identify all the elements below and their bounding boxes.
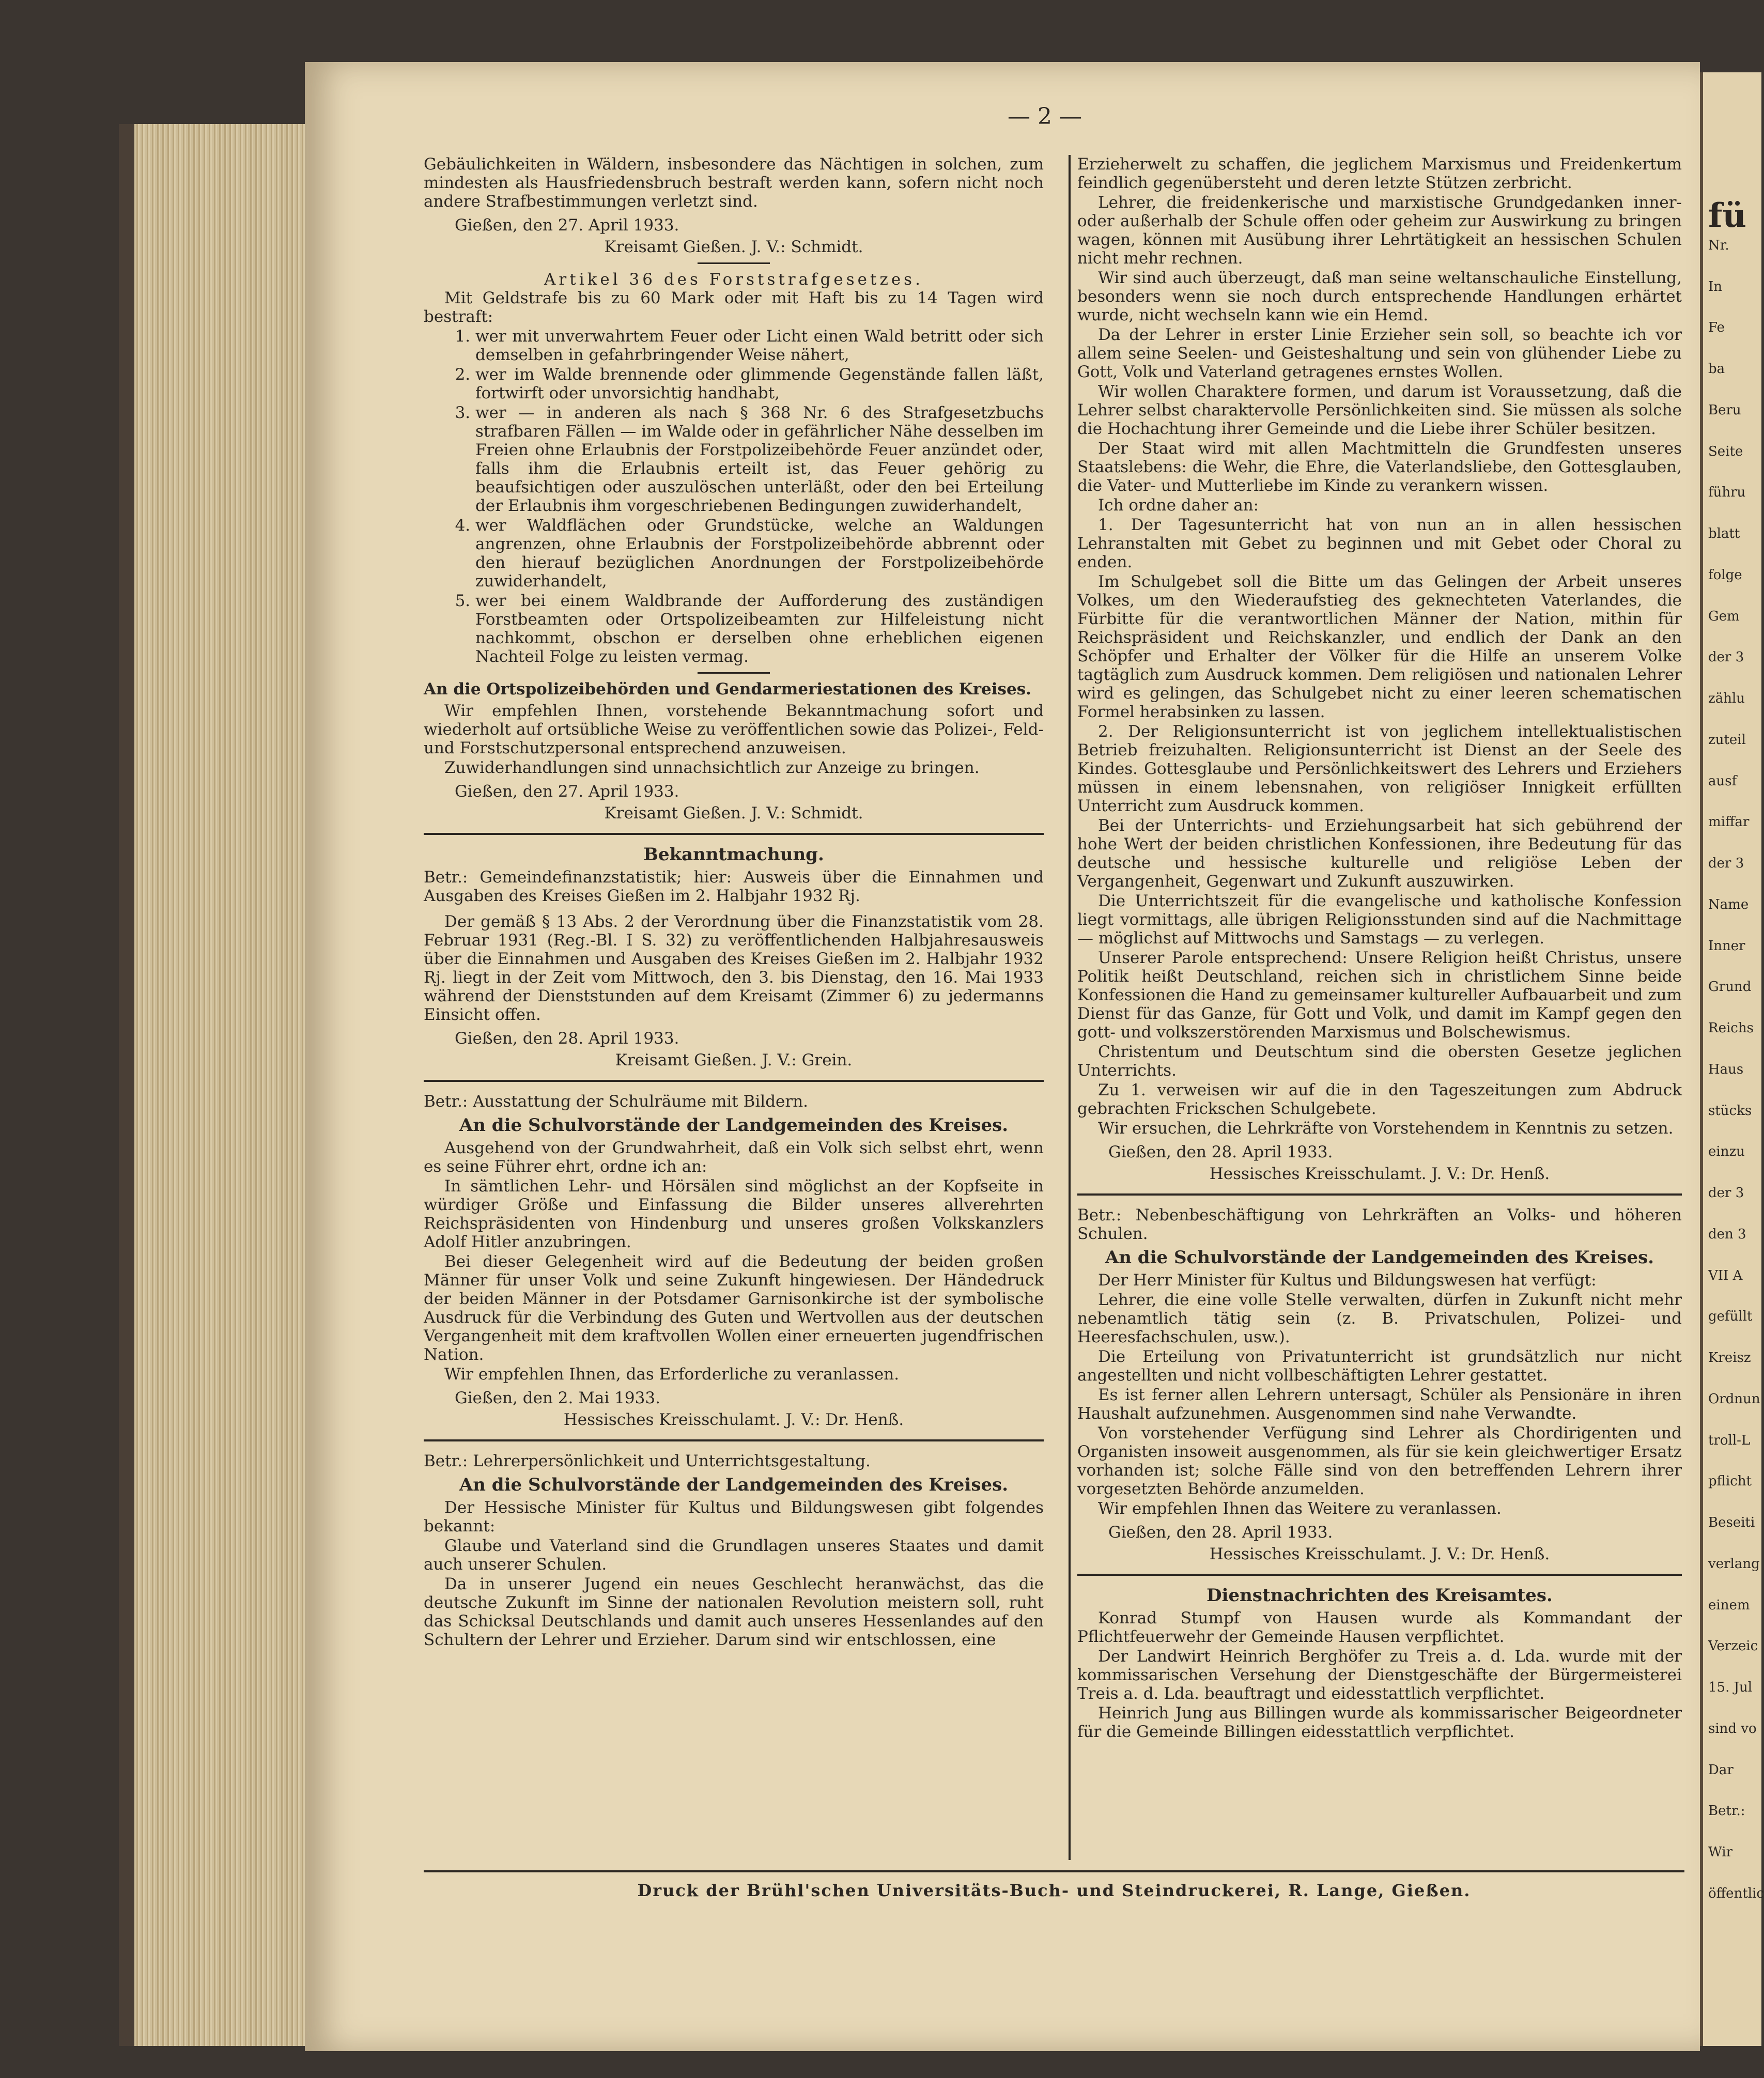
signature-line: Hessisches Kreisschulamt. J. V.: Dr. Henß. <box>1209 1545 1550 1563</box>
next-page-fragment: zuteil <box>1708 732 1746 748</box>
next-page-fragment: 15. Jul <box>1708 1680 1753 1696</box>
subject-line: Betr.: Nebenbeschäftigung von Lehrkräften an Volks- und höheren Schulen. <box>1077 1206 1682 1243</box>
next-page-fragment: öffentlic <box>1708 1886 1764 1901</box>
printer-imprint: Druck der Brühl'schen Universitäts-Buch- und Steindruckerei, R. Lange, Gießen. <box>637 1881 1471 1900</box>
next-page-fragment: der 3 <box>1708 649 1744 665</box>
signature-line: Hessisches Kreisschulamt. J. V.: Dr. Henß. <box>563 1410 904 1429</box>
intro-paragraph: Gebäulichkeiten in Wäldern, insbesondere das Nächtigen in solchen, zum mindesten als Hausfriedensbruch bestraft werden kann, sofern nicht noch andere Strafbestimmungen verletzt sind. <box>424 155 1044 211</box>
paragraph: Zuwiderhandlungen sind unnachsichtlich zur Anzeige zu bringen. <box>444 758 980 777</box>
paragraph: Lehrer, die freidenkerische und marxistische Grundgedanken inner- oder außerhalb der Schule offen oder geheim zur Auswirkung zu bringen wagen, können mit Ausübung ihrer Lehrtätigkeit an hessischen Schulen nicht mehr rechnen. <box>1077 193 1682 268</box>
section-rule <box>1077 1193 1682 1196</box>
next-page-fragment: Haus <box>1708 1061 1744 1077</box>
section-rule <box>424 1439 1044 1441</box>
next-page-fragment: zählu <box>1708 691 1745 707</box>
list-item: 2. wer im Walde brennende oder glimmende Gegenstände fallen läßt, fortwirft oder unvorsichtig handhabt, <box>475 365 1044 402</box>
next-page-fragment: Reichs <box>1708 1020 1754 1036</box>
next-page-fragment: Inner <box>1708 938 1745 954</box>
next-page-fragment: blatt <box>1708 526 1740 542</box>
paragraph: Der Landwirt Heinrich Berghöfer zu Treis a. d. Lda. wurde mit der kommissarischen Versehung der Dienstgeschäfte der Bürgermeisterei Treis a. d. Lda. beauftragt und eidesstattlich verpflichtet. <box>1077 1647 1682 1703</box>
section-heading: Dienstnachrichten des Kreisamtes. <box>1206 1585 1553 1606</box>
article-36-title: Artikel 36 des Forststrafgesetzes. <box>544 270 923 289</box>
next-page-fragment: Beru <box>1708 402 1741 418</box>
next-page-fragment: sind vo <box>1708 1720 1757 1736</box>
paragraph: Erzieherwelt zu schaffen, die jeglichem Marxismus und Freidenkertum feindlich gegenübersteht und deren letzte Stützen zerbricht. <box>1077 155 1682 192</box>
signature-line: Kreisamt Gießen. J. V.: Grein. <box>615 1051 853 1069</box>
paragraph: Wir sind auch überzeugt, daß man seine weltanschauliche Einstellung, besonders wenn sie noch durch entsprechende Handlungen erhärtet wurde, nicht wechseln kann wie ein Hemd. <box>1077 269 1682 324</box>
paragraph: Wir empfehlen Ihnen das Weitere zu veranlassen. <box>1098 1499 1502 1518</box>
next-page-fragment: einzu <box>1708 1144 1745 1160</box>
next-page-fragment: stücks <box>1708 1103 1752 1119</box>
signature-line: Hessisches Kreisschulamt. J. V.: Dr. Henß. <box>1209 1165 1550 1183</box>
paragraph: Der Staat wird mit allen Machtmitteln die Grundfesten unseres Staatslebens: die Wehr, die Ehre, die Vaterlandsliebe, den Gottesglauben, die Vater- und Mutterliebe im Kinde zu verankern wissen. <box>1077 439 1682 495</box>
paragraph: Konrad Stumpf von Hausen wurde als Kommandant der Pflichtfeuerwehr der Gemeinde Hausen verpflichtet. <box>1077 1609 1682 1646</box>
paragraph: Im Schulgebet soll die Bitte um das Gelingen der Arbeit unseres Volkes, um den Wiederaufstieg des geknechteten Vaterlandes, die Fürbitte für die verantwortlichen Männer der Nation, mithin für Reichspräsident und Reichskanzler, und endlich der Dank an den Schöpfer und Erhalter der Völker für die Hilfe an unserem Volke tagtäglich zum Ausdruck kommen. Dem religiösen und nationalen Lehrer wird es gelingen, das Schulgebet nicht zu einer leeren schematischen Formel herabsinken zu lassen. <box>1077 572 1682 721</box>
subject-line: Betr.: Gemeindefinanzstatistik; hier: Ausweis über die Einnahmen und Ausgaben des Kreises Gießen im 2. Halbjahr 1932 Rj. <box>424 868 1044 905</box>
next-page-fragment: Name <box>1708 896 1749 912</box>
left-column <box>424 155 1044 1650</box>
paragraph: Glaube und Vaterland sind die Grundlagen unseres Staates und damit auch unserer Schulen. <box>424 1537 1044 1574</box>
subject-line: Betr.: Lehrerpersönlichkeit und Unterrichtsgestaltung. <box>424 1452 871 1470</box>
paragraph: Von vorstehender Verfügung sind Lehrer als Chordirigenten und Organisten insoweit ausgenommen, als für sie kein gleichwertiger Ersatz vorhanden ist; solche Fälle sind von den betreffenden Lehrern ihrer vorgesetzten Behörde anzumelden. <box>1077 1424 1682 1498</box>
date-line: Gießen, den 28. April 1933. <box>455 1029 679 1048</box>
list-item: 3. wer — in anderen als nach § 368 Nr. 6 des Strafgesetzbuchs strafbaren Fällen — im Walde oder in gefährlicher Nähe desselben im Freien ohne Erlaubnis der Forstpolizeibehörde Feuer anzündet oder, falls ihm die Erlaubnis erteilt ist, das Feuer gehörig zu beaufsichtigen oder auszulöschen unterläßt, oder den bei Erteilung der Erlaubnis ihm vorgeschriebenen Bedingungen zuwiderhandelt, <box>475 404 1044 515</box>
paragraph: Wir empfehlen Ihnen, vorstehende Bekanntmachung sofort und wiederholt auf ortsübliche Weise zu veröffentlichen sowie das Polizei-, Feld- und Forstschutzpersonal entsprechend anzuweisen. <box>424 702 1044 757</box>
next-page-fragment: fü <box>1708 196 1747 235</box>
next-page-sliver <box>1700 72 1764 2046</box>
paragraph: Bei dieser Gelegenheit wird auf die Bedeutung der beiden großen Männer für unser Volk und seine Zukunft hingewiesen. Der Händedruck der beiden Männer in der Potsdamer Garnisonkirche ist der symbolische Ausdruck für die Verbindung des Guten und Wertvollen aus der deutschen Vergangenheit mit dem kraftvollen Wollen einer erneuerten jugendfrischen Nation. <box>424 1252 1044 1364</box>
date-line: Gießen, den 28. April 1933. <box>1108 1143 1333 1161</box>
section-rule <box>1077 1574 1682 1576</box>
next-page-fragment: In <box>1708 278 1723 294</box>
paragraph: Die Unterrichtszeit für die evangelische und katholische Konfession liegt vormittags, alle übrigen Religionsstunden sind auf die Nachmittage — möglichst auf Mittwochs und Samstags — zu verlegen. <box>1077 892 1682 948</box>
next-page-fragment: pflicht <box>1708 1474 1752 1490</box>
paragraph: Die Erteilung von Privatunterricht ist grundsätzlich nur nicht angestellten und nicht vollbeschäftigten Lehrer gestattet. <box>1077 1347 1682 1385</box>
paragraph: Unserer Parole entsprechend: Unsere Religion heißt Christus, unsere Politik heißt Deutschland, reichen sich in christlichem Sinne beide Konfessionen die Hand zu gemeinsamer kultureller Aufbauarbeit und zum Dienst für das Ganze, für Gott und Volk, und damit im Kampf gegen den gott- und volkszerstörenden Marxismus und Bolschewismus. <box>1077 949 1682 1042</box>
date-line: Gießen, den 2. Mai 1933. <box>455 1389 660 1407</box>
next-page-fragment: der 3 <box>1708 856 1744 872</box>
paragraph: 2. Der Religionsunterricht ist von jeglichem intellektualistischen Betrieb freizuhalten. Religionsunterricht ist Dienst an der Seele des Kindes. Gottesglaube und Persönlichkeitswert des Lehrers und Erziehers müssen in einem lebensnahen, von religiöser Innigkeit erfüllten Unterricht zum Ausdruck kommen. <box>1077 722 1682 815</box>
list-item: 1. wer mit unverwahrtem Feuer oder Licht einen Wald betritt oder sich demselben in gefahrbringender Weise nähert, <box>475 327 1044 364</box>
date-line: Gießen, den 27. April 1933. <box>455 782 679 801</box>
paragraph: Ich ordne daher an: <box>1098 496 1259 515</box>
paragraph: Der Herr Minister für Kultus und Bildungswesen hat verfügt: <box>1098 1271 1597 1290</box>
next-page-fragment: der 3 <box>1708 1185 1744 1201</box>
next-page-fragment: Gem <box>1708 608 1740 624</box>
next-page-fragment: Betr.: <box>1708 1803 1745 1819</box>
next-page-fragment: Kreisz <box>1708 1350 1751 1366</box>
section-rule <box>424 833 1044 835</box>
paragraph: 1. Der Tagesunterricht hat von nun an in allen hessischen Lehranstalten mit Gebet zu beginnen und mit Gebet oder Choral zu enden. <box>1077 516 1682 571</box>
next-page-fragment: einem <box>1708 1597 1750 1613</box>
divider <box>698 672 770 674</box>
paragraph: Wir empfehlen Ihnen, das Erforderliche zu veranlassen. <box>444 1365 900 1384</box>
next-page-fragment: Beseiti <box>1708 1515 1755 1531</box>
paragraph: In sämtlichen Lehr- und Hörsälen sind möglichst an der Kopfseite in würdiger Größe und Einfassung die Bilder unseres allverehrten Reichspräsidenten von Hindenburg und unseres großen Volkskanzlers Adolf Hitler anzubringen. <box>424 1177 1044 1251</box>
paragraph: Heinrich Jung aus Billingen wurde als kommissarischer Beigeordneter für die Gemeinde Billingen eidesstattlich verpflichtet. <box>1077 1704 1682 1741</box>
section-heading: An die Schulvorstände der Landgemeinden des Kreises. <box>1105 1247 1654 1268</box>
signature-line: Kreisamt Gießen. J. V.: Schmidt. <box>604 238 863 256</box>
next-page-fragment: Fe <box>1708 320 1725 336</box>
footer-rule <box>424 1870 1684 1872</box>
page-number: — 2 — <box>1008 103 1082 130</box>
paragraph: Es ist ferner allen Lehrern untersagt, Schüler als Pensionäre in ihren Haushalt aufzunehmen. Ausgenommen sind nahe Verwandte. <box>1077 1386 1682 1423</box>
list-item: 5. wer bei einem Waldbrande der Aufforderung des zuständigen Forstbeamten oder Ortspolizeibeamten zur Hilfeleistung nicht nachkommt, obschon er derselben ohne erheblichen eigenen Nachteil Folge zu leisten vermag. <box>475 592 1044 666</box>
divider <box>698 262 770 264</box>
book-page-edges <box>119 124 326 2046</box>
paragraph: Wir ersuchen, die Lehrkräfte von Vorstehendem in Kenntnis zu setzen. <box>1098 1119 1674 1138</box>
next-page-fragment: Nr. <box>1708 237 1729 253</box>
paragraph: Ausgehend von der Grundwahrheit, daß ein Volk sich selbst ehrt, wenn es seine Führer ehrt, ordne ich an: <box>424 1139 1044 1176</box>
section-heading: An die Schulvorstände der Landgemeinden des Kreises. <box>459 1475 1009 1495</box>
section-heading: An die Ortspolizeibehörden und Gendarmeriestationen des Kreises. <box>424 680 1031 699</box>
next-page-fragment: Grund <box>1708 979 1752 995</box>
next-page-fragment: gefüllt <box>1708 1309 1753 1325</box>
section-heading: An die Schulvorstände der Landgemeinden des Kreises. <box>459 1115 1009 1136</box>
section-rule <box>424 1080 1044 1082</box>
next-page-fragment: Ordnun <box>1708 1391 1760 1407</box>
paragraph: Lehrer, die eine volle Stelle verwalten, dürfen in Zukunft nicht mehr nebenamtlich tätig sein (z. B. Privatschulen, Polizei- und Heeresfachschulen, usw.). <box>1077 1291 1682 1346</box>
paragraph: Christentum und Deutschtum sind die obersten Gesetze jeglichen Unterrichts. <box>1077 1043 1682 1080</box>
right-column <box>1077 155 1682 1742</box>
date-line: Gießen, den 28. April 1933. <box>1108 1523 1333 1542</box>
paragraph: Wir wollen Charaktere formen, und darum ist Voraussetzung, daß die Lehrer selbst charaktervolle Persönlichkeiten sind. Sie müssen als solche die Hochachtung ihrer Gemeinde und die Liebe ihrer Schüler besitzen. <box>1077 382 1682 438</box>
paragraph: Da in unserer Jugend ein neues Geschlecht heranwächst, das die deutsche Zukunft im Sinne der nationalen Revolution meistern soll, ruht das Schicksal Deutschlands und damit auch unseres Hessenlandes auf den Schultern der Lehrer und Erzieher. Darum sind wir entschlossen, eine <box>424 1575 1044 1649</box>
next-page-fragment: führu <box>1708 485 1746 501</box>
next-page-fragment: Verzeic <box>1708 1638 1758 1654</box>
article-36-intro: Mit Geldstrafe bis zu 60 Mark oder mit Haft bis zu 14 Tagen wird bestraft: <box>424 289 1044 326</box>
next-page-fragment: ausf <box>1708 773 1737 789</box>
next-page-fragment: folge <box>1708 567 1742 583</box>
paragraph: Da der Lehrer in erster Linie Erzieher sein soll, so beachte ich vor allem seine Seelen- und Geisteshaltung und sein von glühender Liebe zu Gott, Volk und Vaterland getragenes ernstes Wollen. <box>1077 325 1682 381</box>
paragraph: Der gemäß § 13 Abs. 2 der Verordnung über die Finanzstatistik vom 28. Februar 1931 (Reg.-Bl. I S. 32) zu veröffentlichenden Halbjahresausweis über die Einnahmen und Ausgaben des Kreises Gießen im 2. Halbjahr 1932 Rj. liegt in der Zeit vom Mittwoch, den 3. bis Dienstag, den 16. Mai 1933 während der Dienststunden auf dem Kreisamt (Zimmer 6) zu jedermanns Einsicht offen. <box>424 912 1044 1024</box>
paragraph: Zu 1. verweisen wir auf die in den Tageszeitungen zum Abdruck gebrachten Frickschen Schulgebete. <box>1077 1081 1682 1118</box>
next-page-fragment: ba <box>1708 361 1725 377</box>
next-page-fragment: den 3 <box>1708 1226 1746 1242</box>
next-page-fragment: Dar <box>1708 1762 1734 1778</box>
paragraph: Der Hessische Minister für Kultus und Bildungswesen gibt folgendes bekannt: <box>424 1498 1044 1536</box>
subject-line: Betr.: Ausstattung der Schulräume mit Bildern. <box>424 1092 809 1111</box>
paragraph: Bei der Unterrichts- und Erziehungsarbeit hat sich gebührend der hohe Wert der beiden christlichen Konfessionen, ihre Bedeutung für das deutsche und hessische kulturelle und religiöse Leben der Vergangenheit, Gegenwart und Zukunft auszuwirken. <box>1077 816 1682 891</box>
date-line: Gießen, den 27. April 1933. <box>455 216 679 235</box>
next-page-fragment: verlang <box>1708 1556 1760 1572</box>
signature-line: Kreisamt Gießen. J. V.: Schmidt. <box>604 804 863 823</box>
next-page-fragment: miffar <box>1708 814 1750 830</box>
announcement-heading: Bekanntmachung. <box>643 844 824 865</box>
next-page-fragment: Wir <box>1708 1844 1733 1860</box>
next-page-fragment: VII A <box>1708 1267 1743 1283</box>
column-divider <box>1069 155 1071 1860</box>
next-page-fragment: Seite <box>1708 443 1743 459</box>
article-36-list <box>424 327 1044 666</box>
next-page-fragment: troll-L <box>1708 1432 1751 1448</box>
list-item: 4. wer Waldflächen oder Grundstücke, welche an Waldungen angrenzen, ohne Erlaubnis der Forstpolizeibehörde abbrennt oder den hierauf bezüglichen Anordnungen der Forstpolizeibehörde zuwiderhandelt, <box>475 516 1044 591</box>
